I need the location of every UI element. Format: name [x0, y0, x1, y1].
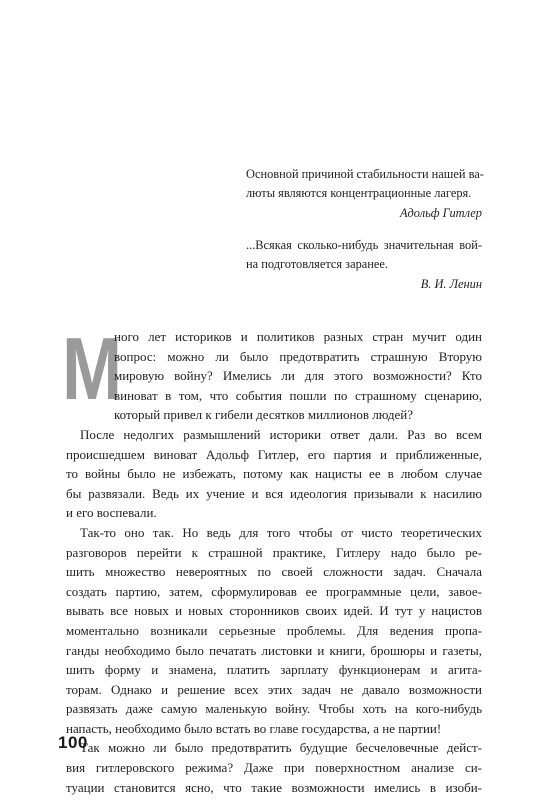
drop-cap-letter: М [62, 319, 123, 418]
body-line: мировую войну? Имелись ли для этого возможности? Кто [114, 368, 482, 384]
body-line: шить форму и знамена, платить зарплату функционерам и агита- [66, 662, 482, 678]
body-line: напасть, необходимо было встать во главе государства, а не партии! [66, 720, 442, 736]
epigraph-line: ...Всякая сколько-нибудь значительная вой- [246, 238, 482, 252]
body-line: После недолгих размышлений историки ответ дали. Раз во всем [80, 426, 482, 442]
epigraph-author: Адольф Гитлер [399, 206, 482, 220]
body-line: вопрос: можно ли было предотвратить страшную Вторую [114, 348, 482, 364]
page-number: 100 [58, 733, 88, 752]
body-line: развязать даже самую маленькую войну. Чтобы хоть на кого-нибудь [66, 701, 482, 717]
body-line: который привел к гибели десятков миллионов людей? [114, 407, 413, 423]
body-line: ного лет историков и политиков разных стран мучит один [114, 329, 482, 344]
body-line: виноват в том, что события пошли по страшному сценарию, [114, 387, 482, 403]
body-line: туации становится ясно, что такие возможности имелись в изоби- [66, 779, 482, 795]
body-line: вия гитлеровского режима? Даже при поверхностном анализе си- [66, 760, 482, 776]
body-line: шить множество невероятных по своей сложности задач. Сначала [66, 564, 482, 580]
body-line: моментально возникали серьезные проблемы. Для ведения пропа- [66, 622, 482, 638]
epigraph-line: Основной причиной стабильности нашей ва- [246, 167, 484, 181]
epigraph-hitler [246, 165, 482, 223]
body-text [66, 327, 482, 797]
epigraph-lenin [246, 236, 482, 294]
body-line: создать партию, затем, сформулировав ее программные цели, завое- [66, 583, 482, 599]
epigraph-line: на подготовляется заранее. [246, 256, 389, 271]
body-line: Так-то оно так. Но ведь для того чтобы от чисто теоретических [80, 524, 482, 540]
body-line: и его воспевали. [66, 505, 157, 521]
epigraph-line: люты являются концентрационные лагеря. [246, 185, 472, 200]
body-line: ганды необходимо было печатать листовки и книги, брошюры и газеты, [66, 642, 482, 658]
body-line: бы развязали. Ведь их учение и вся идеология призывали к насилию [66, 485, 482, 501]
body-line: происшедшем виноват Адольф Гитлер, его партия и приближенные, [66, 446, 482, 462]
epigraph-author: В. И. Ленин [420, 277, 482, 291]
body-line: вывать все новых и новых сторонников своих идей. И тут у нацистов [66, 603, 482, 619]
body-line: Так можно ли было предотвратить будущие бесчеловечные дейст- [80, 740, 482, 756]
body-line: торам. Однако и решение всех этих задач не давало возможности [66, 681, 482, 697]
body-line: разговоров перейти к страшной практике, Гитлеру надо было ре- [66, 544, 482, 560]
body-line: то войны было не избежать, потому как нацисты ее в любом случае [66, 466, 482, 482]
